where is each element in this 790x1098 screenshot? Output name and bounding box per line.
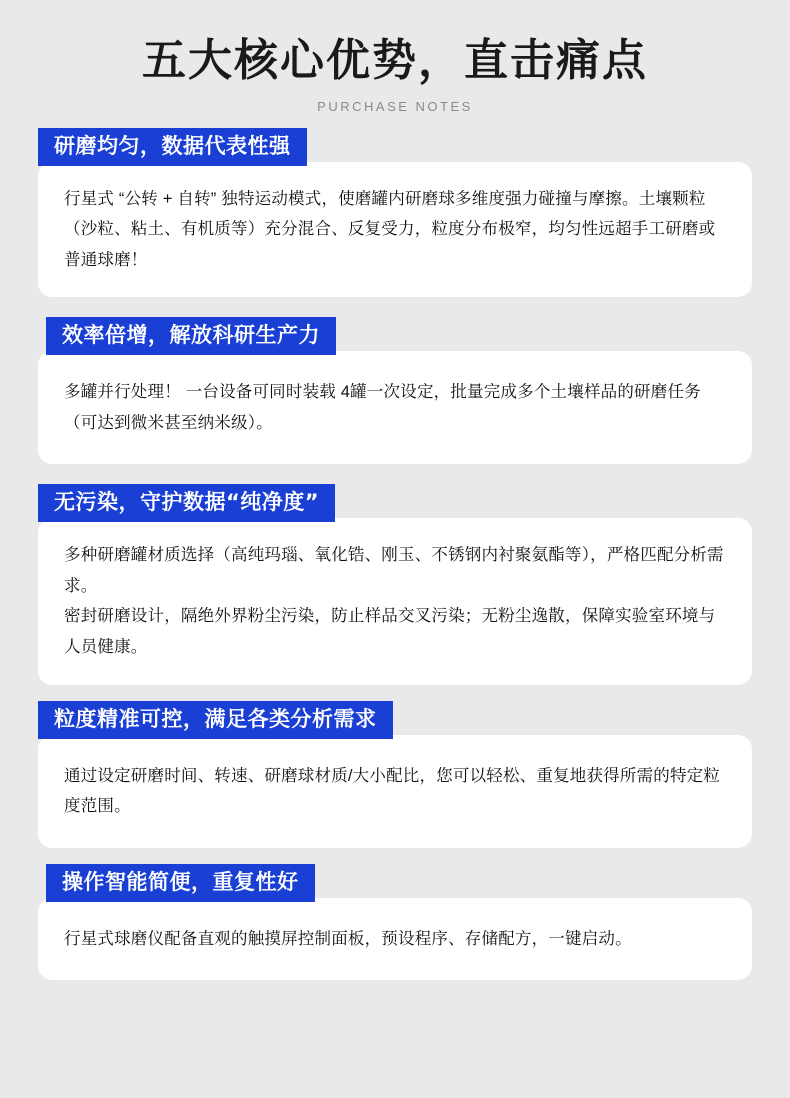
section-card-uniform-grinding bbox=[38, 162, 752, 298]
page-title: 五大核心优势，直击痛点 bbox=[142, 35, 648, 86]
spacer bbox=[38, 470, 752, 484]
section-heading-particle-control: 粒度精准可控，满足各类分析需求 bbox=[38, 701, 393, 739]
section-card-smart-operation bbox=[38, 898, 752, 981]
section-heading-no-contamination: 无污染，守护数据“纯净度” bbox=[38, 484, 335, 522]
section-body-no-contamination-line1: 多种研磨罐材质选择（高纯玛瑙、氧化锆、刚玉、不锈钢内衬聚氨酯等），严格匹配分析需求。 bbox=[64, 546, 724, 595]
section-body-no-contamination-line2: 密封研磨设计，隔绝外界粉尘污染，防止样品交叉污染；无粉尘逸散，保障实验室环境与人员健康。 bbox=[64, 607, 716, 656]
spacer bbox=[38, 854, 752, 864]
section-no-contamination bbox=[38, 484, 752, 684]
section-heading-uniform-grinding: 研磨均匀，数据代表性强 bbox=[38, 128, 307, 166]
page-subtitle: PURCHASE NOTES bbox=[317, 98, 473, 114]
section-body-uniform-grinding: 行星式 “公转 + 自转” 独特运动模式，使磨罐内研磨球多维度强力碰撞与摩擦。土壤颗粒（沙粒、粘土、有机质等）充分混合、反复受力，粒度分布极窄，均匀性远超手工研磨或普通球磨！ bbox=[64, 189, 716, 269]
section-particle-control bbox=[38, 701, 752, 848]
section-body-smart-operation: 行星式球磨仪配备直观的触摸屏控制面板，预设程序、存储配方，一键启动。 bbox=[64, 929, 632, 948]
section-card-efficiency bbox=[38, 351, 752, 464]
spacer bbox=[38, 303, 752, 317]
section-smart-operation bbox=[38, 864, 752, 981]
section-uniform-grinding bbox=[38, 128, 752, 298]
spacer bbox=[38, 691, 752, 701]
section-card-particle-control bbox=[38, 735, 752, 848]
section-efficiency bbox=[38, 317, 752, 464]
section-heading-efficiency: 效率倍增，解放科研生产力 bbox=[46, 317, 336, 355]
section-card-no-contamination bbox=[38, 518, 752, 684]
section-body-particle-control: 通过设定研磨时间、转速、研磨球材质/大小配比，您可以轻松、重复地获得所需的特定粒度范围。 bbox=[64, 766, 721, 816]
section-body-efficiency: 多罐并行处理！ 一台设备可同时装载 4罐一次设定，批量完成多个土壤样品的研磨任务（可达到微米甚至纳米级）。 bbox=[64, 383, 701, 432]
section-heading-smart-operation: 操作智能简便，重复性好 bbox=[46, 864, 315, 902]
